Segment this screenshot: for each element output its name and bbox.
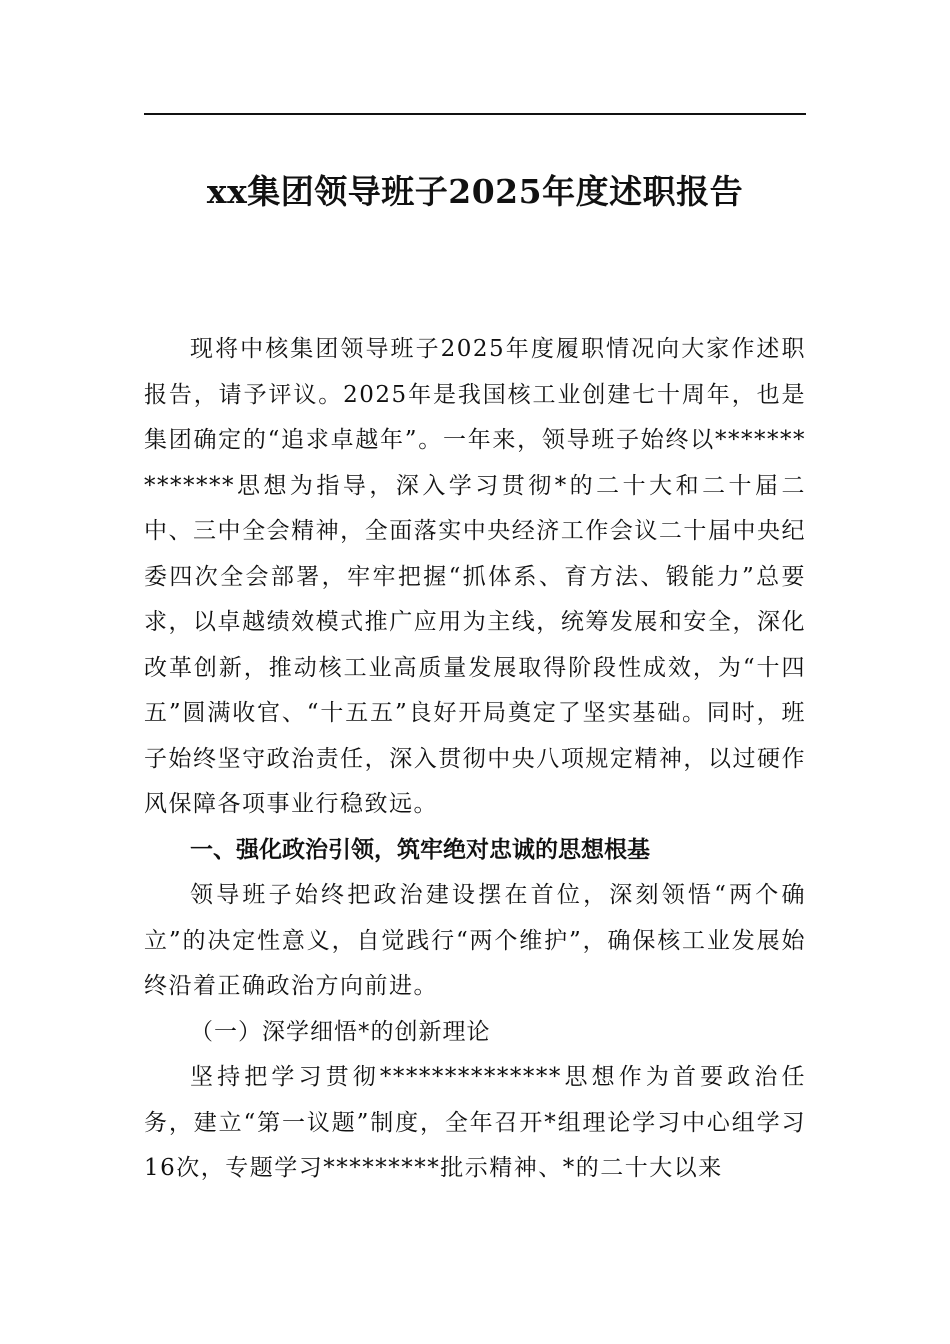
subsection-1-paragraph: 坚持把学习贯彻**************思想作为首要政治任务，建立“第一议题”制度，全年召开*组理论学习中心组学习16次，专题学习*********批示精神、*的二十大以来 xyxy=(144,1064,806,1181)
intro-paragraph: 现将中核集团领导班子2025年度履职情况向大家作述职报告，请予评议。2025年是我国核工业创建七十周年，也是集团确定的“追求卓越年”。一年来，领导班子始终以**************思想为指导，深入学习贯彻*的二十大和二十届二中、三中全会精神，全面落实中央经济工作会议二十届中央纪委四次全会部署，牢牢把握“抓体系、育方法、锻能力”总要求，以卓越绩效模式推广应用为主线，统筹发展和安全，深化改革创新，推动核工业高质量发展取得阶段性成效，为“十四五”圆满收官、“十五五”良好开局奠定了坚实基础。同时，班子始终坚守政治责任，深入贯彻中央八项规定精神，以过硬作风保障各项事业行稳致远。 xyxy=(144,336,806,817)
subsection-1-heading: （一）深学细悟*的创新理论 xyxy=(190,1018,491,1045)
document-title: xx集团领导班子2025年度述职报告 xyxy=(206,172,744,211)
document-body xyxy=(144,327,806,1192)
section-1-heading: 一、强化政治引领，筑牢绝对忠诚的思想根基 xyxy=(190,836,650,863)
section-1-paragraph: 领导班子始终把政治建设摆在首位，深刻领悟“两个确立”的决定性意义，自觉践行“两个维护”，确保核工业发展始终沿着正确政治方向前进。 xyxy=(144,882,806,999)
header-rule xyxy=(144,113,806,115)
